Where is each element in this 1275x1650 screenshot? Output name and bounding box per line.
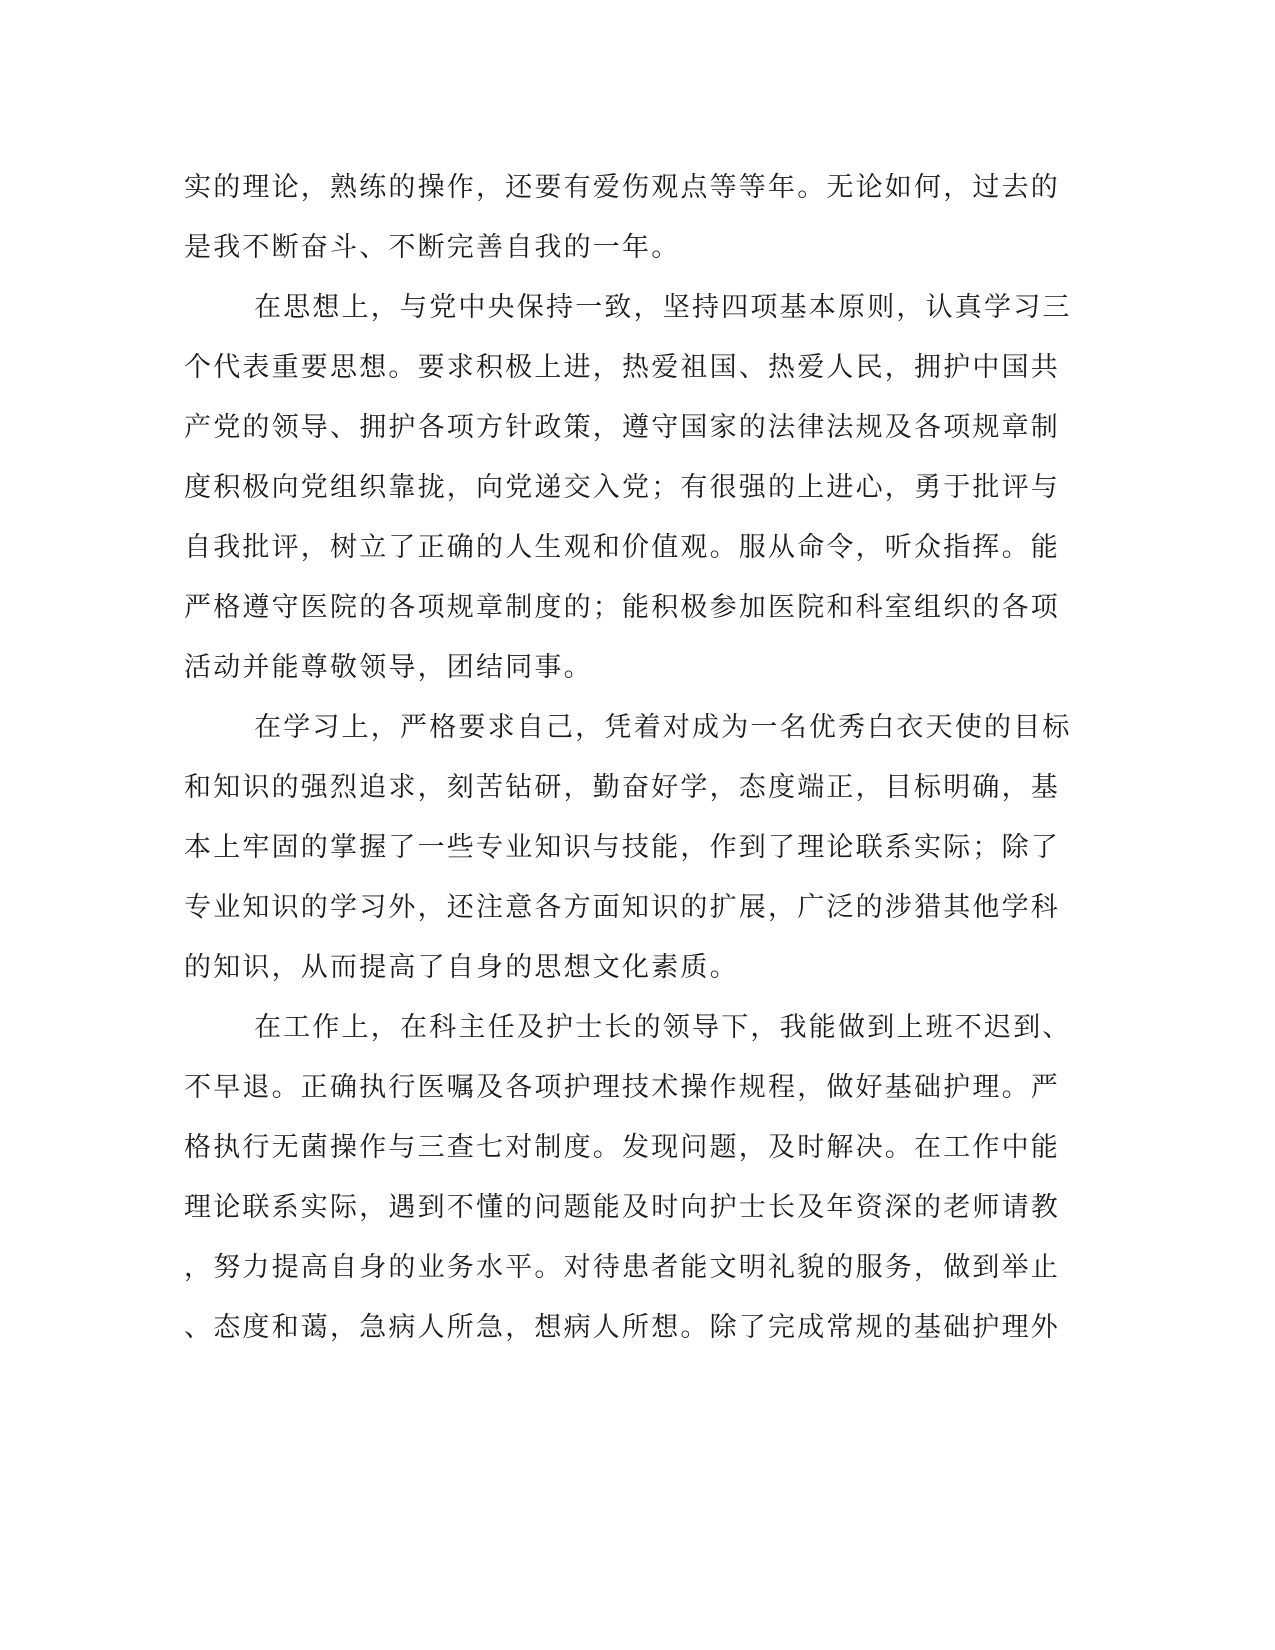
text-line: 和知识的强烈追求，刻苦钻研，勤奋好学，态度端正，目标明确，基	[184, 772, 1060, 803]
text-line: 度积极向党组织靠拢，向党递交入党；有很强的上进心，勇于批评与	[184, 472, 1060, 503]
text-line: 格执行无菌操作与三查七对制度。发现问题，及时解决。在工作中能	[184, 1132, 1060, 1163]
text-line: 专业知识的学习外，还注意各方面知识的扩展，广泛的涉猎其他学科	[184, 892, 1060, 923]
document-body	[184, 158, 1072, 1358]
text-line: 产党的领导、拥护各项方针政策，遵守国家的法律法规及各项规章制	[184, 412, 1060, 443]
text-line: 本上牢固的掌握了一些专业知识与技能，作到了理论联系实际；除了	[184, 832, 1060, 863]
text-line: 活动并能尊敬领导，团结同事。	[184, 652, 593, 683]
paragraph-start-line: 在工作上，在科主任及护士长的领导下，我能做到上班不迟到、	[254, 1012, 1072, 1043]
paragraph-start-line: 在学习上，严格要求自己，凭着对成为一名优秀白衣天使的目标	[254, 712, 1072, 743]
text-line: 不早退。正确执行医嘱及各项护理技术操作规程，做好基础护理。严	[184, 1072, 1060, 1103]
paragraph-start-line: 在思想上，与党中央保持一致，坚持四项基本原则，认真学习三	[254, 292, 1072, 323]
text-line: 实的理论，熟练的操作，还要有爱伤观点等等年。无论如何，过去的	[184, 172, 1060, 203]
text-line: 的知识，从而提高了自身的思想文化素质。	[184, 952, 739, 983]
text-line: 、态度和蔼，急病人所急，想病人所想。除了完成常规的基础护理外	[184, 1312, 1060, 1343]
text-line: 个代表重要思想。要求积极上进，热爱祖国、热爱人民，拥护中国共	[184, 352, 1060, 383]
text-line: 理论联系实际，遇到不懂的问题能及时向护士长及年资深的老师请教	[184, 1192, 1060, 1223]
text-line: 是我不断奋斗、不断完善自我的一年。	[184, 232, 681, 263]
text-line: 严格遵守医院的各项规章制度的；能积极参加医院和科室组织的各项	[184, 592, 1060, 623]
text-line: ，努力提高自身的业务水平。对待患者能文明礼貌的服务，做到举止	[184, 1252, 1060, 1283]
text-line: 自我批评，树立了正确的人生观和价值观。服从命令，听众指挥。能	[184, 532, 1060, 563]
